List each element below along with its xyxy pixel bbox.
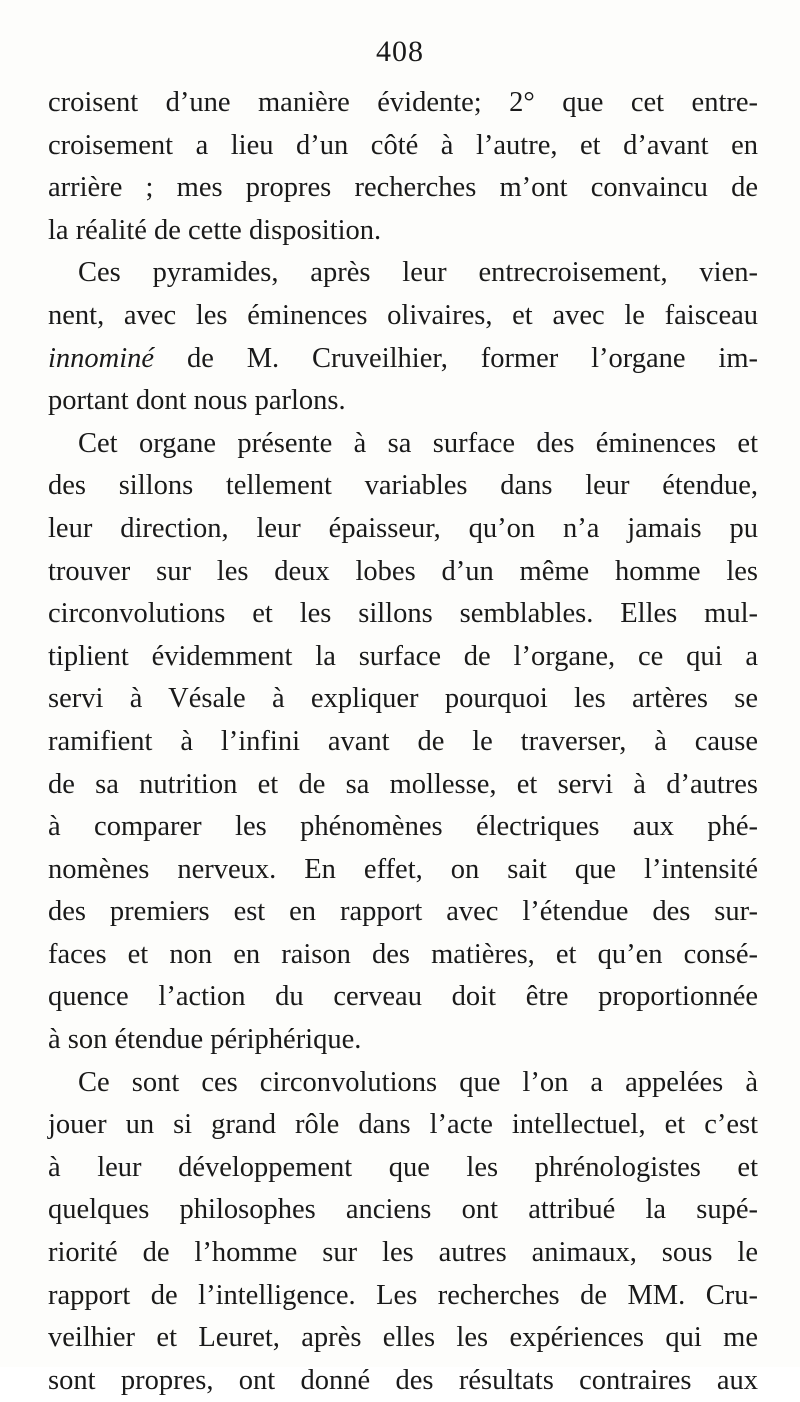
- text-line: quelques philosophes anciens ont attribué la supé-: [48, 1194, 758, 1226]
- text-line: croisement a lieu d’un côté à l’autre, et d’avant en: [48, 129, 758, 161]
- paragraph: [48, 1062, 758, 1402]
- text-line: jouer un si grand rôle dans l’acte intellectuel, et c’est: [48, 1109, 758, 1141]
- text-line: Cet organe présente à sa surface des éminences et: [78, 427, 758, 459]
- text-line: à comparer les phénomènes électriques aux phé-: [48, 811, 758, 843]
- text-line: servi à Vésale à expliquer pourquoi les artères se: [48, 683, 758, 715]
- text-line: nent, avec les éminences olivaires, et avec le faisceau: [48, 299, 758, 331]
- text-line: tiplient évidemment la surface de l’organe, ce qui a: [48, 640, 758, 672]
- text-line: faces et non en raison des matières, et qu’en consé-: [48, 938, 758, 970]
- page-number: 408: [376, 35, 424, 68]
- italic-term: innominé: [48, 342, 155, 374]
- text-line: leur direction, leur épaisseur, qu’on n’a jamais pu: [48, 512, 758, 544]
- text-line: croisent d’une manière évidente; 2° que cet entre-: [48, 87, 758, 118]
- text-line: des premiers est en rapport avec l’étendue des sur-: [48, 896, 758, 928]
- text-line: Ce sont ces circonvolutions que l’on a appelées à: [78, 1066, 758, 1098]
- text-line: sont propres, ont donné des résultats contraires aux: [48, 1364, 758, 1396]
- text-line: [48, 338, 758, 381]
- text-line: arrière ; mes propres recherches m’ont convaincu de: [48, 172, 758, 204]
- paragraph: [48, 82, 758, 252]
- text-line: la réalité de cette disposition.: [48, 214, 382, 246]
- text-line: riorité de l’homme sur les autres animaux, sous le: [48, 1237, 758, 1269]
- body-text: [48, 82, 758, 1402]
- paragraph: [48, 252, 758, 422]
- text-line: trouver sur les deux lobes d’un même homme les: [48, 555, 758, 587]
- text-line: de sa nutrition et de sa mollesse, et servi à d’autres: [48, 768, 758, 800]
- text-line: portant dont nous parlons.: [48, 385, 346, 417]
- text-line: circonvolutions et les sillons semblables. Elles mul-: [48, 598, 758, 630]
- paragraph: [48, 423, 758, 1062]
- text-line: veilhier et Leuret, après elles les expériences qui me: [48, 1322, 758, 1354]
- text-line: rapport de l’intelligence. Les recherches de MM. Cru-: [48, 1279, 758, 1311]
- text-line: Ces pyramides, après leur entrecroisement, vien-: [78, 257, 758, 289]
- text-line: quence l’action du cerveau doit être proportionnée: [48, 981, 758, 1013]
- text-line: à son étendue périphérique.: [48, 1024, 362, 1056]
- text-line: des sillons tellement variables dans leur étendue,: [48, 470, 758, 502]
- text-line-rest: de M. Cruveilhier, former l’organe im-: [154, 342, 758, 374]
- text-line: à leur développement que les phrénologistes et: [48, 1151, 758, 1183]
- text-line: ramifient à l’infini avant de le traverser, à cause: [48, 725, 758, 757]
- text-line: nomènes nerveux. En effet, on sait que l’intensité: [48, 853, 758, 885]
